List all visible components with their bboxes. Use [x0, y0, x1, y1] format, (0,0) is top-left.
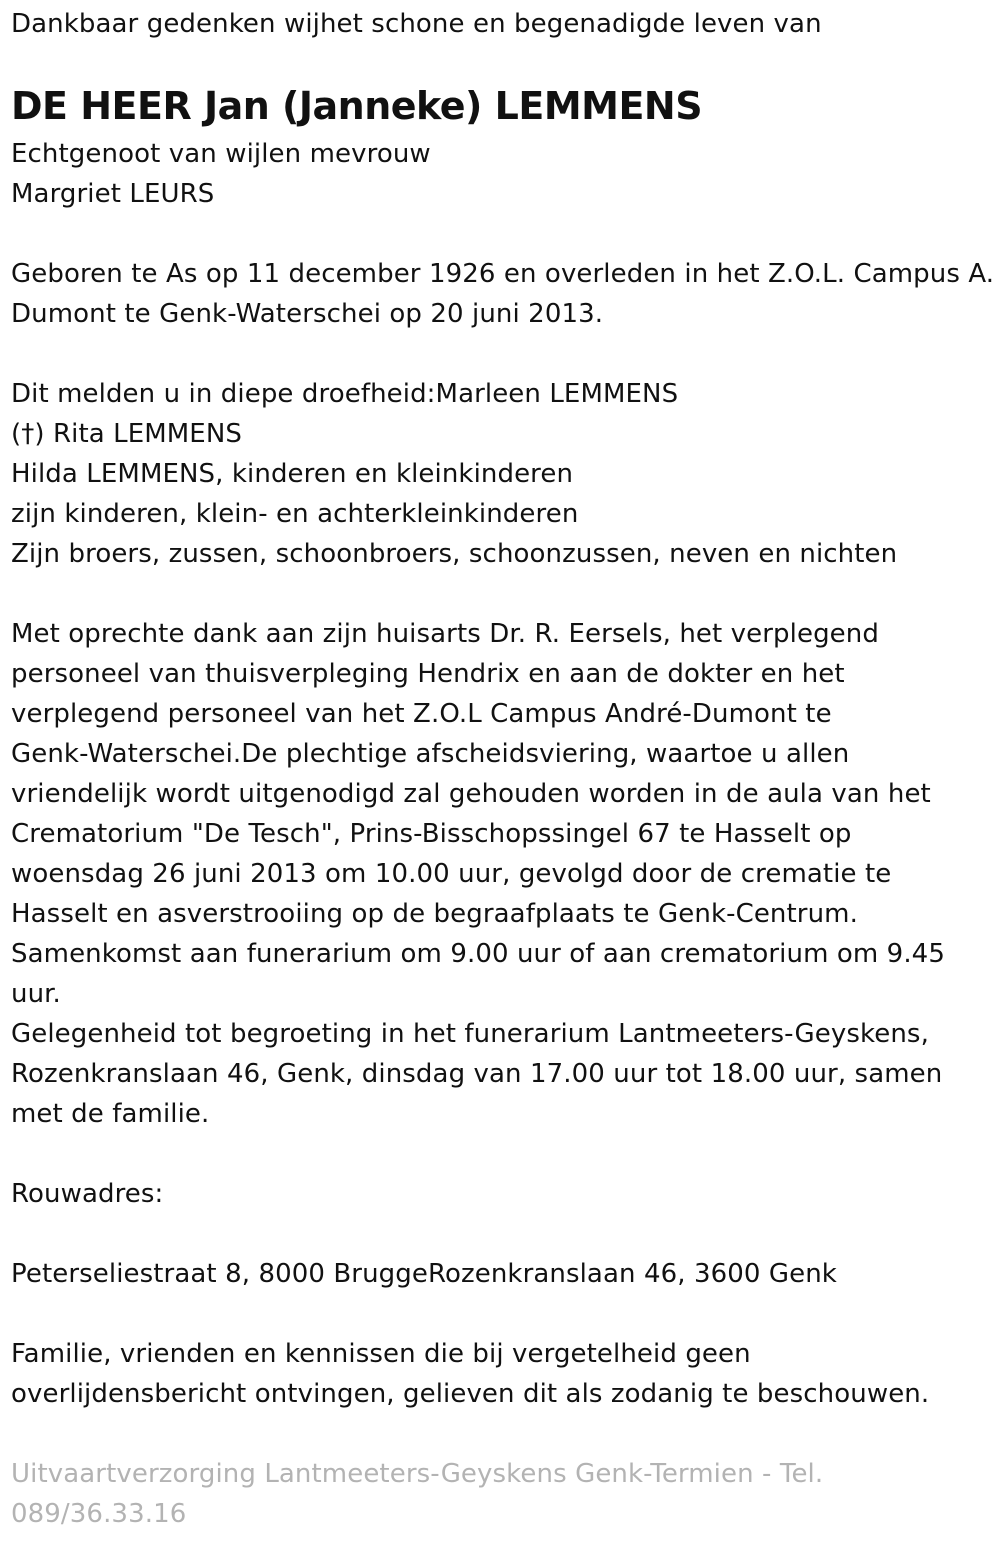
family-line-5: Zijn broers, zussen, schoonbroers, schoonzussen, neven en nichten — [11, 539, 898, 569]
footer-line-1: Uitvaartverzorging Lantmeeters-Geyskens Genk-Termien - Tel. — [11, 1459, 824, 1489]
ceremony-line-6: Crematorium "De Tesch", Prins-Bisschopssingel 67 te Hasselt op — [11, 819, 852, 849]
notice-line-1: Familie, vrienden en kennissen die bij vergetelheid geen — [11, 1339, 751, 1369]
family-line-1: Dit melden u in diepe droefheid:Marleen LEMMENS — [11, 379, 679, 409]
intro-text: Dankbaar gedenken wijhet schone en begenadigde leven van — [11, 9, 822, 39]
ceremony-line-2: personeel van thuisverpleging Hendrix en aan de dokter en het — [11, 659, 845, 689]
family-line-4: zijn kinderen, klein- en achterkleinkinderen — [11, 499, 579, 529]
spouse-line-2: Margriet LEURS — [11, 179, 215, 209]
ceremony-line-10: uur. — [11, 979, 61, 1009]
family-line-2: (†) Rita LEMMENS — [11, 419, 242, 449]
ceremony-line-4: Genk-Waterschei.De plechtige afscheidsviering, waartoe u allen — [11, 739, 850, 769]
spouse-line-1: Echtgenoot van wijlen mevrouw — [11, 139, 431, 169]
notice-line-2: overlijdensbericht ontvingen, gelieven dit als zodanig te beschouwen. — [11, 1379, 930, 1409]
ceremony-line-7: woensdag 26 juni 2013 om 10.00 uur, gevolgd door de crematie te — [11, 859, 892, 889]
family-line-3: Hilda LEMMENS, kinderen en kleinkinderen — [11, 459, 574, 489]
address-label: Rouwadres: — [11, 1179, 164, 1209]
ceremony-line-8: Hasselt en asverstrooiing op de begraafplaats te Genk-Centrum. — [11, 899, 858, 929]
birth-death-line-2: Dumont te Genk-Waterschei op 20 juni 2013. — [11, 299, 604, 329]
ceremony-line-11: Gelegenheid tot begroeting in het funerarium Lantmeeters-Geyskens, — [11, 1019, 929, 1049]
ceremony-line-9: Samenkomst aan funerarium om 9.00 uur of aan crematorium om 9.45 — [11, 939, 945, 969]
ceremony-line-3: verplegend personeel van het Z.O.L Campus André-Dumont te — [11, 699, 832, 729]
birth-death-line-1: Geboren te As op 11 december 1926 en overleden in het Z.O.L. Campus A. — [11, 259, 995, 289]
address-text: Peterseliestraat 8, 8000 BruggeRozenkranslaan 46, 3600 Genk — [11, 1259, 837, 1289]
deceased-name: DE HEER Jan (Janneke) LEMMENS — [11, 84, 703, 128]
ceremony-line-13: met de familie. — [11, 1099, 210, 1129]
ceremony-line-12: Rozenkranslaan 46, Genk, dinsdag van 17.00 uur tot 18.00 uur, samen — [11, 1059, 943, 1089]
ceremony-line-5: vriendelijk wordt uitgenodigd zal gehouden worden in de aula van het — [11, 779, 931, 809]
footer-line-2: 089/36.33.16 — [11, 1499, 187, 1529]
ceremony-line-1: Met oprechte dank aan zijn huisarts Dr. R. Eersels, het verplegend — [11, 619, 879, 649]
